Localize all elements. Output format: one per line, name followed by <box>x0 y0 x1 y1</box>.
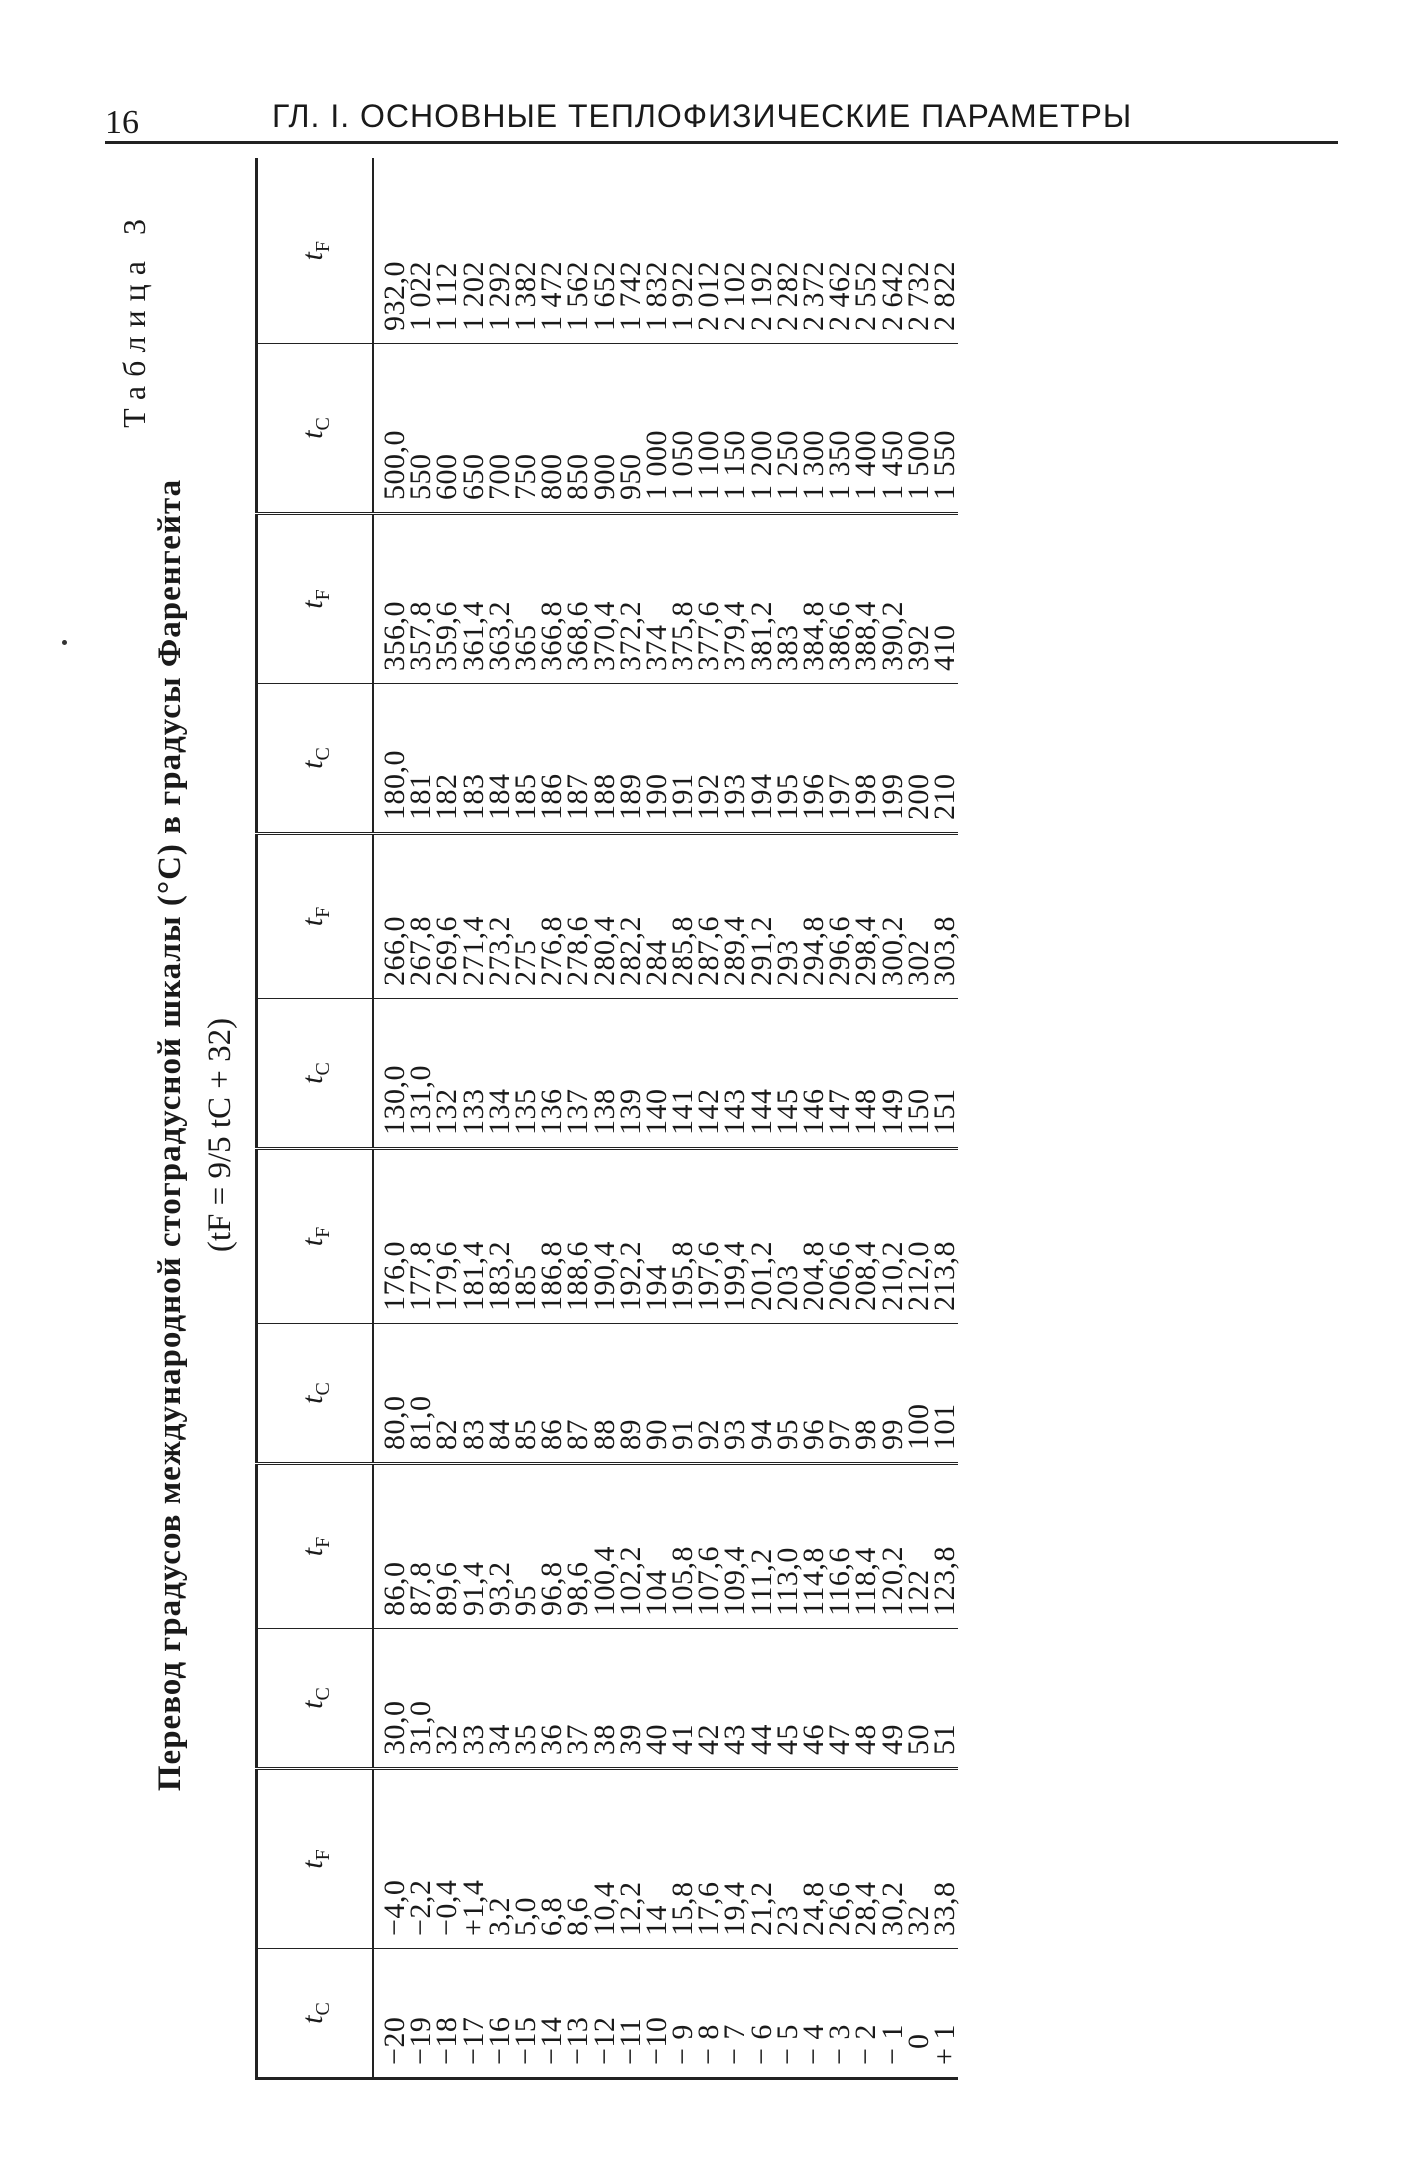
table-cell: +1,4 <box>456 1879 490 1936</box>
table-cell: 379,4 <box>718 601 752 671</box>
rotated-table-block <box>110 190 1335 2080</box>
header-tc-5: $t_C$ <box>257 684 374 834</box>
table-cell: 179,6 <box>430 1241 464 1311</box>
table-cell: 1 832 <box>639 261 673 331</box>
table-cell: 280,4 <box>587 916 621 986</box>
table-cell: 188,6 <box>561 1241 595 1311</box>
table-cell: 1 400 <box>849 430 883 500</box>
table-cell: 188 <box>587 773 621 820</box>
table-cell: + 1 <box>927 2024 961 2065</box>
table-cell: 41 <box>666 1724 700 1755</box>
table-cell: 383 <box>770 624 804 671</box>
table-cell: 289,4 <box>718 916 752 986</box>
table-cell: 133 <box>456 1088 490 1135</box>
table-cell: 271,4 <box>456 916 490 986</box>
table-cell: 35 <box>508 1724 542 1755</box>
table-cell: 122 <box>901 1569 935 1616</box>
column-tf-4 <box>373 834 961 999</box>
table-cell: 15,8 <box>666 1881 700 1936</box>
table-cell: 81,0 <box>404 1395 438 1450</box>
table-cell: 600 <box>430 453 464 500</box>
table-formula: (tF = 9/5 tC + 32) <box>202 1017 238 1253</box>
table-cell: 45 <box>770 1724 804 1755</box>
table-cell: −13 <box>561 2016 595 2065</box>
table-cell: 900 <box>587 453 621 500</box>
table-cell: 87 <box>561 1419 595 1450</box>
table-cell: 410 <box>927 624 961 671</box>
header-tf-2: $t_F$ <box>257 1464 374 1629</box>
table-cell: 33 <box>456 1724 490 1755</box>
table-cell: 39 <box>613 1724 647 1755</box>
table-cell: 85 <box>508 1419 542 1450</box>
table-cell: 2 552 <box>849 261 883 331</box>
table-cell: −2,2 <box>404 1879 438 1936</box>
table-cell: 120,2 <box>875 1546 909 1616</box>
table-cell: 47 <box>823 1724 857 1755</box>
table-cell: 210,2 <box>875 1241 909 1311</box>
table-cell: 6,8 <box>535 1897 569 1936</box>
table-cell: 186 <box>535 773 569 820</box>
table-cell: 183 <box>456 773 490 820</box>
table-cell: 266,0 <box>378 916 411 986</box>
table-cell: 361,4 <box>456 601 490 671</box>
table-cell: 138 <box>587 1088 621 1135</box>
table-cell: 800 <box>535 453 569 500</box>
table-cell: 196 <box>797 773 830 820</box>
table-cell: 1 742 <box>613 261 647 331</box>
table-cell: 285,8 <box>666 916 700 986</box>
table-cell: 194 <box>639 1264 673 1311</box>
table-header-row <box>257 159 374 2079</box>
table-cell: −10 <box>639 2016 673 2065</box>
table-cell: −0,4 <box>430 1879 464 1936</box>
table-cell: 184 <box>482 773 516 820</box>
table-cell: 91 <box>666 1419 700 1450</box>
table-cell: 116,6 <box>823 1547 857 1616</box>
table-cell: 151 <box>927 1088 961 1135</box>
table-cell: 19,4 <box>718 1881 752 1936</box>
table-cell: 1 022 <box>404 261 438 331</box>
table-cell: 111,2 <box>744 1548 778 1616</box>
conversion-table <box>255 159 961 2081</box>
table-cell: −17 <box>456 2016 490 2065</box>
table-cell: 180,0 <box>378 750 411 820</box>
table-cell: 5,0 <box>508 1897 542 1936</box>
table-cell: 141 <box>666 1088 700 1135</box>
table-cell: − 4 <box>797 2024 830 2065</box>
table-cell: 198 <box>849 773 883 820</box>
table-cell: 269,6 <box>430 916 464 986</box>
table-cell: 278,6 <box>561 916 595 986</box>
table-cell: 86,0 <box>378 1561 411 1616</box>
table-cell: 186,8 <box>535 1241 569 1311</box>
table-cell: 24,8 <box>797 1881 830 1936</box>
table-cell: 31,0 <box>404 1700 438 1755</box>
table-cell: 96 <box>797 1419 830 1450</box>
table-cell: 143 <box>718 1088 752 1135</box>
table-cell: 199,4 <box>718 1241 752 1311</box>
table-cell: 3,2 <box>482 1897 516 1936</box>
table-cell: 199 <box>875 773 909 820</box>
table-cell: 142 <box>692 1088 726 1135</box>
table-cell: 276,8 <box>535 916 569 986</box>
column-tc-6 <box>373 344 961 514</box>
table-cell: 206,6 <box>823 1241 857 1311</box>
header-tf-4: $t_F$ <box>257 834 374 999</box>
table-cell: 185 <box>508 1264 542 1311</box>
table-cell: 183,2 <box>482 1241 516 1311</box>
page-number: 16 <box>105 104 139 141</box>
table-cell: 392 <box>901 624 935 671</box>
table-cell: 381,2 <box>744 601 778 671</box>
table-cell: −19 <box>404 2016 438 2065</box>
table-cell: 1 202 <box>456 261 490 331</box>
table-cell: 1 472 <box>535 261 569 331</box>
table-cell: 38 <box>587 1724 621 1755</box>
table-cell: 150 <box>901 1088 935 1135</box>
table-cell: 82 <box>430 1419 464 1450</box>
table-cell: 384,8 <box>797 601 830 671</box>
table-cell: 87,8 <box>404 1561 438 1616</box>
table-cell: 294,8 <box>797 916 830 986</box>
table-cell: 298,4 <box>849 916 883 986</box>
header-tc-3: $t_C$ <box>257 1324 374 1464</box>
table-cell: 84 <box>482 1419 516 1450</box>
table-cell: 140 <box>639 1088 673 1135</box>
running-head: ГЛ. I. ОСНОВНЫЕ ТЕПЛОФИЗИЧЕСКИЕ ПАРАМЕТРЫ <box>272 98 1133 134</box>
table-cell: 1 450 <box>875 430 909 500</box>
table-cell: 44 <box>744 1724 778 1755</box>
table-cell: 83 <box>456 1419 490 1450</box>
table-cell: 144 <box>744 1088 778 1135</box>
table-cell: 2 192 <box>744 261 778 331</box>
table-cell: 1 550 <box>927 430 961 500</box>
table-cell: 43 <box>718 1724 752 1755</box>
table-cell: 95 <box>508 1585 542 1616</box>
table-cell: 287,6 <box>692 916 726 986</box>
table-cell: 302 <box>901 939 935 986</box>
column-tf-2 <box>373 1464 961 1629</box>
header-tc-6: $t_C$ <box>257 344 374 514</box>
table-cell: 93 <box>718 1419 752 1450</box>
table-cell: 357,8 <box>404 601 438 671</box>
column-tf-3 <box>373 1149 961 1324</box>
table-cell: 850 <box>561 453 595 500</box>
table-cell: 195,8 <box>666 1241 700 1311</box>
table-cell: 145 <box>770 1088 804 1135</box>
table-cell: 104 <box>639 1569 673 1616</box>
table-cell: 177,8 <box>404 1241 438 1311</box>
table-cell: 386,6 <box>823 601 857 671</box>
table-cell: 375,8 <box>666 601 700 671</box>
column-tc-3 <box>373 1324 961 1464</box>
table-cell: 102,2 <box>613 1546 647 1616</box>
table-cell: 390,2 <box>875 601 909 671</box>
table-cell: 193 <box>718 773 752 820</box>
table-cell: 190,4 <box>587 1241 621 1311</box>
table-cell: 37 <box>561 1724 595 1755</box>
table-cell: 212,0 <box>901 1241 935 1311</box>
table-cell: 210 <box>927 773 961 820</box>
table-cell: 91,4 <box>456 1561 490 1616</box>
table-cell: 1 050 <box>666 430 700 500</box>
column-tc-4 <box>373 999 961 1149</box>
table-cell: 30,2 <box>875 1881 909 1936</box>
table-cell: 33,8 <box>927 1881 961 1936</box>
table-cell: 359,6 <box>430 601 464 671</box>
table-cell: 388,4 <box>849 601 883 671</box>
header-tf-1: $t_F$ <box>257 1769 374 1949</box>
table-cell: −12 <box>587 2016 621 2065</box>
table-cell: 950 <box>613 453 647 500</box>
table-cell: 48 <box>849 1724 883 1755</box>
table-cell: 130,0 <box>378 1065 411 1135</box>
table-cell: 750 <box>508 453 542 500</box>
table-cell: 368,6 <box>561 601 595 671</box>
table-cell: 204,8 <box>797 1241 830 1311</box>
table-cell: 650 <box>456 453 490 500</box>
table-cell: 1 300 <box>797 430 830 500</box>
column-tf-1 <box>373 1769 961 1949</box>
table-cell: 300,2 <box>875 916 909 986</box>
table-cell: 500,0 <box>378 430 411 500</box>
table-cell: −16 <box>482 2016 516 2065</box>
table-cell: 192 <box>692 773 726 820</box>
table-cell: 181,4 <box>456 1241 490 1311</box>
table-cell: 51 <box>927 1724 961 1755</box>
table-cell: 377,6 <box>692 601 726 671</box>
table-cell: 86 <box>535 1419 569 1450</box>
table-cell: 2 642 <box>875 261 909 331</box>
table-cell: 134 <box>482 1088 516 1135</box>
table-cell: 1 250 <box>770 430 804 500</box>
print-speck <box>62 640 67 645</box>
header-tf-6: $t_F$ <box>257 159 374 344</box>
table-cell: 284 <box>639 939 673 986</box>
table-cell: 0 <box>901 2033 935 2065</box>
table-cell: 208,4 <box>849 1241 883 1311</box>
table-cell: − 7 <box>718 2024 752 2065</box>
table-cell: 365 <box>508 624 542 671</box>
table-cell: 149 <box>875 1088 909 1135</box>
table-cell: 1 112 <box>430 262 464 331</box>
table-cell: 197 <box>823 773 857 820</box>
table-cell: 2 732 <box>901 261 935 331</box>
table-cell: − 3 <box>823 2024 857 2065</box>
table-cell: 1 500 <box>901 430 935 500</box>
table-cell: 1 000 <box>639 430 673 500</box>
table-cell: 28,4 <box>849 1881 883 1936</box>
table-cell: 1 100 <box>692 430 726 500</box>
table-cell: 372,2 <box>613 601 647 671</box>
table-cell: 176,0 <box>378 1241 411 1311</box>
table-cell: 98 <box>849 1419 883 1450</box>
table-cell: 114,8 <box>797 1547 830 1616</box>
table-cell: 2 822 <box>927 261 961 331</box>
table-cell: 147 <box>823 1088 857 1135</box>
table-cell: 123,8 <box>927 1546 961 1616</box>
table-label: Таблица 3 <box>116 210 152 428</box>
table-cell: 275 <box>508 939 542 986</box>
header-tc-2: $t_C$ <box>257 1629 374 1769</box>
table-cell: 182 <box>430 773 464 820</box>
table-cell: 1 652 <box>587 261 621 331</box>
table-cell: 96,8 <box>535 1561 569 1616</box>
table-cell: 191 <box>666 773 700 820</box>
table-cell: 185 <box>508 773 542 820</box>
table-cell: −18 <box>430 2016 464 2065</box>
table-cell: 282,2 <box>613 916 647 986</box>
table-cell: − 6 <box>744 2024 778 2065</box>
table-cell: 8,6 <box>561 1897 595 1936</box>
table-cell: 46 <box>797 1724 830 1755</box>
table-cell: 291,2 <box>744 916 778 986</box>
table-cell: 1 200 <box>744 430 778 500</box>
table-cell: 146 <box>797 1088 830 1135</box>
table-cell: 118,4 <box>849 1547 883 1616</box>
table-cell: 90 <box>639 1419 673 1450</box>
table-cell: 139 <box>613 1088 647 1135</box>
table-cell: 363,2 <box>482 601 516 671</box>
table-cell: 131,0 <box>404 1065 438 1135</box>
table-cell: 356,0 <box>378 601 411 671</box>
table-cell: 26,6 <box>823 1881 857 1936</box>
table-cell: 187 <box>561 773 595 820</box>
table-title: Перевод градусов международной стоградусной шкалы (°С) в градусы Фаренгейта <box>152 478 188 1792</box>
table-cell: 1 150 <box>718 430 752 500</box>
table-cell: 49 <box>875 1724 909 1755</box>
table-cell: 213,8 <box>927 1241 961 1311</box>
table-cell: 370,4 <box>587 601 621 671</box>
table-cell: 21,2 <box>744 1881 778 1936</box>
table-cell: 2 102 <box>718 261 752 331</box>
table-cell: 1 382 <box>508 261 542 331</box>
table-cell: 32 <box>901 1905 935 1936</box>
header-rule <box>105 141 1338 144</box>
table-cell: −20 <box>378 2016 411 2065</box>
table-cell: −14 <box>535 2016 569 2065</box>
column-tf-6 <box>373 159 961 344</box>
table-cell: 136 <box>535 1088 569 1135</box>
table-cell: 194 <box>744 773 778 820</box>
table-cell: 203 <box>770 1264 804 1311</box>
table-cell: 109,4 <box>718 1546 752 1616</box>
table-cell: 197,6 <box>692 1241 726 1311</box>
table-cell: 2 282 <box>770 261 804 331</box>
table-cell: 113,0 <box>770 1547 804 1616</box>
table-cell: 137 <box>561 1088 595 1135</box>
table-cell: 94 <box>744 1419 778 1450</box>
table-cell: 89 <box>613 1419 647 1450</box>
column-tc-2 <box>373 1629 961 1769</box>
table-cell: 23 <box>770 1905 804 1936</box>
table-cell: 98,6 <box>561 1561 595 1616</box>
table-cell: 32 <box>430 1724 464 1755</box>
table-cell: 267,8 <box>404 916 438 986</box>
table-cell: 42 <box>692 1724 726 1755</box>
table-cell: 181 <box>404 773 438 820</box>
table-cell: 88 <box>587 1419 621 1450</box>
table-cell: 14 <box>639 1905 673 1936</box>
table-cell: 99 <box>875 1419 909 1450</box>
table-cell: 932,0 <box>378 261 411 331</box>
table-cell: 189 <box>613 773 647 820</box>
header-tc-4: $t_C$ <box>257 999 374 1149</box>
table-cell: 195 <box>770 773 804 820</box>
table-cell: − 9 <box>666 2024 700 2065</box>
table-cell: 550 <box>404 453 438 500</box>
table-cell: 2 012 <box>692 261 726 331</box>
table-cell: 366,8 <box>535 601 569 671</box>
header-tf-5: $t_F$ <box>257 514 374 684</box>
table-cell: 100,4 <box>587 1546 621 1616</box>
table-cell: 200 <box>901 773 935 820</box>
table-cell: 1 922 <box>666 261 700 331</box>
table-cell: 303,8 <box>927 916 961 986</box>
table-cell: −15 <box>508 2016 542 2065</box>
table-cell: 17,6 <box>692 1881 726 1936</box>
table-cell: 10,4 <box>587 1881 621 1936</box>
table-cell: 30,0 <box>378 1700 411 1755</box>
table-cell: 700 <box>482 453 516 500</box>
table-cell: 374 <box>639 624 673 671</box>
table-cell: −4,0 <box>378 1879 411 1936</box>
table-cell: − 5 <box>770 2024 804 2065</box>
table-cell: 148 <box>849 1088 883 1135</box>
table-cell: 1 292 <box>482 261 516 331</box>
table-cell: 1 350 <box>823 430 857 500</box>
table-cell: 190 <box>639 773 673 820</box>
table-body-row <box>373 159 958 2079</box>
table-cell: 1 562 <box>561 261 595 331</box>
table-cell: 107,6 <box>692 1546 726 1616</box>
table-cell: − 1 <box>875 2024 909 2065</box>
column-tc-1 <box>373 1949 961 2079</box>
table-cell: 40 <box>639 1724 673 1755</box>
column-tc-5 <box>373 684 961 834</box>
table-cell: 101 <box>927 1403 961 1450</box>
table-cell: 36 <box>535 1724 569 1755</box>
table-cell: 12,2 <box>613 1881 647 1936</box>
table-cell: 95 <box>770 1419 804 1450</box>
table-cell: 135 <box>508 1088 542 1135</box>
table-cell: 97 <box>823 1419 857 1450</box>
table-cell: 92 <box>692 1419 726 1450</box>
column-tf-5 <box>373 514 961 684</box>
table-cell: 100 <box>901 1403 935 1450</box>
table-cell: 80,0 <box>378 1395 411 1450</box>
table-cell: 2 462 <box>823 261 857 331</box>
header-tf-3: $t_F$ <box>257 1149 374 1324</box>
table-cell: 2 372 <box>797 261 830 331</box>
table-cell: −11 <box>613 2017 647 2065</box>
table-cell: 93,2 <box>482 1561 516 1616</box>
table-cell: − 2 <box>849 2024 883 2065</box>
table-cell: − 8 <box>692 2024 726 2065</box>
table-cell: 34 <box>482 1724 516 1755</box>
table-cell: 132 <box>430 1088 464 1135</box>
table-cell: 293 <box>770 939 804 986</box>
table-cell: 296,6 <box>823 916 857 986</box>
table-cell: 192,2 <box>613 1241 647 1311</box>
table-cell: 89,6 <box>430 1561 464 1616</box>
table-cell: 201,2 <box>744 1241 778 1311</box>
table-cell: 50 <box>901 1724 935 1755</box>
header-tc-1: $t_C$ <box>257 1949 374 2079</box>
table-cell: 105,8 <box>666 1546 700 1616</box>
table-cell: 273,2 <box>482 916 516 986</box>
